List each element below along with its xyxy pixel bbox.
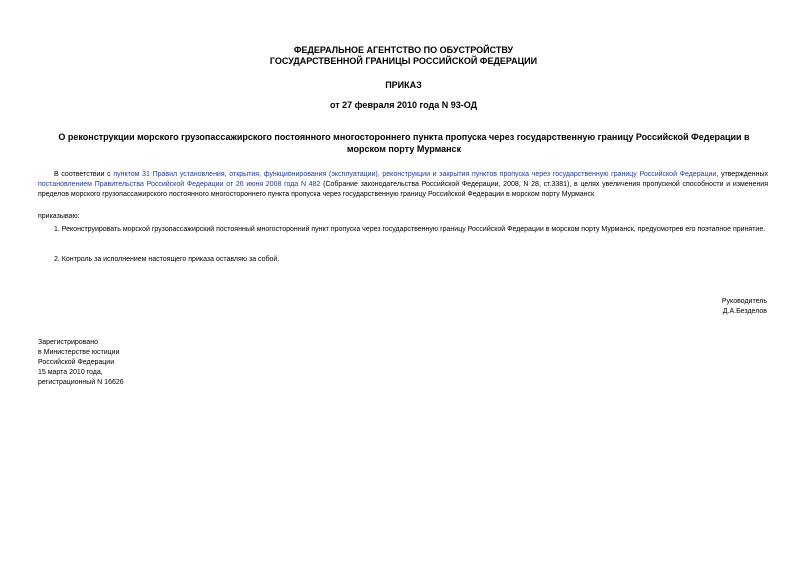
order-item-1: 1. Реконструировать морской грузопассажирский постоянный многосторонний пункт пропуска через государственную границу Российской Федерации в морском порту Мурманск, предусмотрев его поэтапное принятие. [54,226,766,233]
order-date: от 27 февраля 2010 года N 93-ОД [329,100,477,110]
order-item-2: 2. Контроль за исполнением настоящего приказа оставляю за собой. [54,256,280,263]
preamble-paragraph [38,170,768,200]
agency-name-line2: ГОСУДАРСТВЕННОЙ ГРАНИЦЫ РОССИЙСКОЙ ФЕДЕРАЦИИ [269,56,538,66]
preamble-text-3: (Собрание законодательства Российской Федерации, 2008, N 28, ст.3381), в целях увеличения пропускной способности и изменения пределов морского грузопассажирского постоянного многостороннего пункта пропуска через государственную границу Российской Федерации в морском порту Мурманск [38,181,769,198]
order-subject: О реконструкции морского грузопассажирского постоянного многостороннего пункта пропуска через государственную границу Российской Федерации в морском порту Мурманск [58,132,750,154]
government-decree-link[interactable]: постановлением Правительства Российской Федерации от 26 июня 2008 года N 482 [38,181,321,188]
rules-link[interactable]: пунктом 31 Правил установления, открытия, функционирования (эксплуатации), реконструкции и закрытия пунктов пропуска через государственную границу Российской Федерации [113,171,717,178]
signature-block [722,297,767,317]
signatory-name: Д.А.Безделов [722,308,767,315]
order-title: ПРИКАЗ [385,80,422,90]
decree-word: приказываю: [38,213,80,220]
registration-line-4: 15 марта 2010 года, [38,369,103,376]
registration-block [38,338,124,388]
registration-line-3: Российской Федерации [38,359,115,366]
agency-header [0,45,807,67]
agency-name-line1: ФЕДЕРАЛЬНОЕ АГЕНТСТВО ПО ОБУСТРОЙСТВУ [293,45,514,55]
preamble-text-1: В соответствии с [54,171,114,178]
preamble-text-2: , утвержденных [716,171,769,178]
registration-line-5: регистрационный N 16626 [38,379,124,386]
registration-line-1: Зарегистрировано [38,339,98,346]
registration-line-2: в Министерстве юстиции [38,349,120,356]
signatory-position: Руководитель [721,298,767,305]
